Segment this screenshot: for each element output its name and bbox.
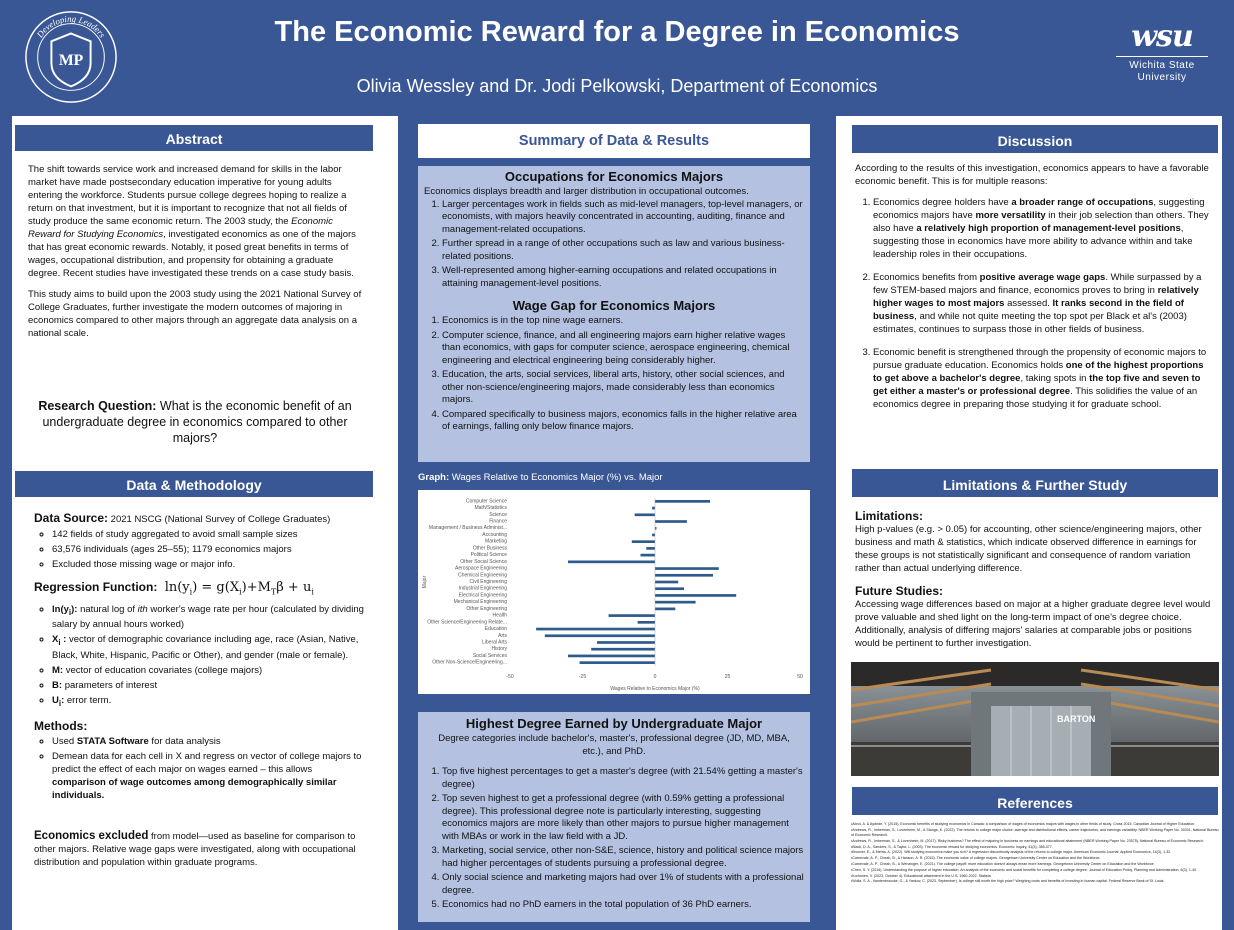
deg-item-1: 2. Top seven highest to get a professional degree (with 0.59% getting a professional degree). This professional degree note is particularly interesting, suggesting economics majors are more likely than other majors to pursue higher management with MBAs or work in the law field with a JD. — [442, 793, 804, 843]
svg-text:Developing Leaders: Developing Leaders — [34, 13, 108, 40]
poster-title: The Economic Reward for a Degree in Economics — [274, 16, 960, 48]
bar-1 — [652, 507, 655, 510]
discussion-item-1: 2. Economics benefits from positive average wage gaps. While surpassed by a few STEM-based majors and finance, economics proves to bring in relatively higher wages to most majors assessed. It ranks second in the field of business, and while not quite meeting the top spot per Black et al's (2003) estimates, continues to surpass those in other fields of business. — [873, 271, 1211, 336]
bar-0 — [655, 500, 710, 503]
category-label: Other Business — [472, 545, 507, 552]
var-item-1: ◦ $X_i$ : vector of demographic covariance including age, race (Asian, Native, Black, White, Hispanic, Pacific or Other), and gender (male or female). — [52, 633, 368, 662]
discussion-intro: According to the results of this investigation, economics appears to have a favorable economic benefit. This is for multiple reasons: — [855, 163, 1209, 187]
category-label: Liberal Arts — [481, 639, 507, 646]
y-axis-label: Major — [422, 575, 428, 589]
occ-item-2: 3. Well-represented among higher-earning occupations and related occupations in attaining management-level positions. — [442, 265, 804, 290]
category-label: Science — [489, 511, 507, 518]
reference-item: •Korhonen, V. (2023, October 4). Educational attainment in the U.S. 1960-2022. Statista. — [851, 873, 992, 878]
x-tick-label: 25 — [724, 674, 731, 680]
economics-excluded-note: Economics excluded from model—used as baseline for comparison to other majors. Relative wage gaps were investigated, along with occupational distribution and population within graduate programs. — [34, 830, 356, 868]
category-label: Civil Engineering — [469, 579, 507, 586]
abstract-heading: Abstract — [14, 124, 374, 152]
x-axis-label: Wages Relative to Economics Major (%) — [610, 686, 700, 692]
bar-19 — [536, 628, 655, 631]
bar-23 — [568, 655, 655, 658]
source-item-0: ◦ 142 fields of study aggregated to avoid small sample sizes — [52, 528, 368, 541]
wage-item-2: 3. Education, the arts, social services, liberal arts, history, other social sciences, and other non-science/engineering majors, made considerably less than economics majors. — [442, 369, 804, 407]
deg-item-4: 5. Economics had no PhD earners in the total population of 36 PhD earners. — [442, 899, 804, 912]
wage-item-1: 2. Computer science, finance, and all engineering majors earn higher relative wages than economics, with gaps for computer science, aerospace engineering, chemical engineering and electrical engineering being considerably higher. — [442, 330, 804, 368]
highest-degree-title: Highest Degree Earned by Undergraduate Major — [465, 716, 763, 731]
bar-20 — [545, 634, 655, 637]
discussion-item-0: 1. Economics degree holders have a broader range of occupations, suggesting economics majors have more versatility in their job selection than others. They also have a relatively high proportion of management-level positions, suggesting those in economics have more ability to advance within and take leadership roles in their occupations. — [873, 196, 1211, 261]
bar-2 — [635, 513, 655, 516]
category-label: Marketing — [485, 538, 507, 545]
category-label: Chemical Engineering — [458, 572, 507, 579]
bar-6 — [632, 540, 655, 543]
category-label: Accounting — [482, 531, 507, 538]
bar-8 — [641, 554, 656, 557]
category-label: Math/Statistics — [474, 505, 507, 512]
var-item-0: ◦ $\ln(y_i)$: natural log of ith worker's wage rate per hour (calculated by dividing salary by annual hours worked) — [52, 603, 368, 632]
references-heading: References — [851, 786, 1219, 816]
reference-item: •Carnevale, A. P., Cheah, B., & Hanson, A. R. (2015). The economic value of college majors. Georgetown University Center on Education and the Workforce. — [851, 856, 1101, 861]
source-item-1: ◦ 63,576 individuals (ages 25–55); 1179 economics majors — [52, 543, 368, 556]
reference-item: •Carnevale, A. P., Cheah, B., & Wenzinger, E. (2021). The college payoff: more education doesn't always mean more earnings. Georgetown University Center on Education and the Workforce. — [851, 861, 1155, 866]
occupations-wage-box — [418, 166, 810, 462]
summary-heading: Summary of Data & Results — [418, 124, 810, 158]
category-label: Electrical Engineering — [458, 592, 507, 599]
category-label: Social Services — [472, 652, 507, 659]
variable-list — [34, 603, 368, 711]
category-label: Arts — [498, 632, 507, 639]
discussion-list — [855, 196, 1211, 411]
abstract-body — [28, 163, 362, 348]
x-tick-label: -50 — [506, 674, 514, 680]
research-question: Research Question: What is the economic benefit of an undergraduate degree in economics compared to other majors? — [38, 399, 352, 445]
source-item-2: ◦ Excluded those missing wage or major info. — [52, 558, 368, 571]
bar-18 — [638, 621, 655, 624]
category-label: Other Science/Engineering Relate... — [427, 619, 507, 626]
category-label: Management / Business Administ... — [428, 525, 507, 532]
bar-17 — [609, 614, 655, 617]
reference-item: •Chen, S. Y. (2016). Understanding the purpose of higher education: An analysis of the economic and social benefits for completing a college degree. Journal of Education Policy, Planning and Administration, 6(3), 1-40. — [851, 867, 1198, 872]
occ-item-0: 1. Larger percentages work in fields such as mid-level managers, top-level managers, or economists, with majors heavily concentrated in accounting, auditing, finance and management-related occupations. — [442, 199, 804, 237]
wage-item-0: 1. Economics is in the top nine wage earners. — [442, 315, 804, 328]
category-label: Other Non-Science/Engineering... — [432, 659, 507, 666]
discussion-body — [855, 162, 1211, 413]
methodology-heading: Data & Methodology — [14, 470, 374, 498]
category-label: Computer Science — [465, 498, 507, 505]
x-tick-label: -25 — [578, 674, 587, 680]
wage-gap-title: Wage Gap for Economics Majors — [512, 298, 716, 313]
methods-item-0: ◦ Used STATA Software for data analysis — [52, 735, 368, 748]
var-item-3: ◦ B: parameters of interest — [52, 679, 368, 692]
poster-authors: Olivia Wessley and Dr. Jodi Pelkowski, Department of Economics — [356, 76, 878, 96]
bar-15 — [655, 601, 696, 604]
wsu-university-line2: University — [1137, 72, 1187, 83]
bar-14 — [655, 594, 736, 597]
left-edge-strip — [0, 116, 12, 930]
category-label: Finance — [489, 518, 507, 525]
category-label: Other Social Science — [460, 558, 507, 565]
reference-item: •Wolla, S. A., Vandenbroucke, G., & Yankov, C. (2023, September). Is college still worth the high price? Weighing costs and benefits of investing in human capital. Federal Reserve Bank of St. Louis. — [851, 879, 1165, 884]
methodology-body — [34, 512, 368, 804]
reference-item: •Black, D. A., Sanders, S., & Taylor, L. (2003). The economic reward for studying economics. Economic Inquiry, 41(3), 365-377. — [851, 844, 1053, 849]
methods-list — [34, 735, 368, 802]
poster-header — [0, 0, 1234, 116]
abstract-paragraph-1: The shift towards service work and increased demand for skills in the labor market have made postsecondary education imperative for young adults entering the workforce. Students pursue college degrees hoping to realize a return on that investment, but it is important to recognize that not all fields of study produce the same economic return. The 2003 study, the Economic Reward for Studying Economics, investigated economics as one of the majors that has great economic rewards. Notably, it posed great benefits in terms of wages, occupational distribution, and propensity for obtaining a graduate degree. Recent studies have investigated these trends on a case study basis. — [28, 164, 356, 279]
category-label: Mechanical Engineering — [453, 599, 507, 606]
discussion-heading: Discussion — [851, 124, 1219, 154]
building-photo — [851, 662, 1219, 776]
occupations-intro: Economics displays breadth and larger distribution in occupational outcomes. — [424, 186, 749, 197]
graph-caption: Graph: Wages Relative to Economics Major (%) vs. Major — [418, 472, 663, 483]
occupations-title: Occupations for Economics Majors — [504, 169, 724, 184]
bar-22 — [591, 648, 655, 651]
bar-10 — [655, 567, 719, 570]
wsu-logo — [1102, 20, 1222, 100]
svg-text:BARTON: BARTON — [1057, 714, 1096, 724]
limitations-heading: Limitations & Further Study — [851, 468, 1219, 498]
category-label: Health — [492, 612, 507, 619]
category-label: Industrial Engineering — [458, 585, 507, 592]
reference-item: •Andrews, R., Imberman, S., & Lovenheim, M. (2017). Risky business? The effect of majoring in business on earnings and educational attainment (NBER Working Paper No. 23575). National Bureau of Economic Research. — [851, 838, 1204, 843]
category-label: History — [491, 646, 507, 653]
degree-list — [424, 766, 804, 912]
wage-chart — [418, 490, 810, 694]
svg-text:MP: MP — [58, 51, 84, 69]
x-tick-label: 50 — [797, 674, 803, 680]
limitations-text: High p-values (e.g. > 0.05) for accounting, other science/engineering majors, other business and math & statistics, which indicate observed difference in earnings for these groups is not statistically significant and consequence of random variation rather than actual underlying difference. — [855, 524, 1202, 574]
wsu-university-line1: Wichita State — [1129, 60, 1195, 71]
wage-item-3: 4. Compared specifically to business majors, economics falls in the higher relative area of earnings, falling only below finance majors. — [442, 409, 804, 434]
references-list — [851, 822, 1219, 885]
highest-degree-intro: Degree categories include bachelor's, master's, professional degree (JD, MD, MBA, etc.), and PhD. — [438, 733, 790, 757]
methods-item-1: ◦ Demean data for each cell in X and regress on vector of college majors to predict the effect of each major on wages earned – this allows comparison of wage outcomes among demographically similar individuals. — [52, 750, 368, 802]
wsu-wordmark: wsu — [1131, 19, 1193, 54]
reference-item: •Andrews, R., Imberman, S., Lovenheim, M., & Stange, K. (2022). The returns to college major choice: average and distributional effects, career trajectories, and earnings variability. NBER Working Paper No. 30331, National Bureau of Economic Research. — [851, 827, 1219, 837]
deg-item-0: 1. Top five highest percentages to get a master's degree (with 21.54% getting a master's degree) — [442, 766, 804, 791]
limitations-body — [855, 510, 1211, 650]
bar-9 — [568, 560, 655, 563]
reference-item: •Abrol, A. & Aydede, Y. (2015). Economic benefits of studying economics in Canada: a comparison of wages of economics majors with wages in other fields of study. Cross 2015. Canadian Journal of Higher Education. — [851, 822, 1196, 826]
future-studies-text: Accessing wage differences based on major at a higher graduate degree level would prove valuable and shed light on the long-term impact of one's degree choice. Additionally, analysis of differing majors' salaries at comparable jobs or positions would be pertinent to further investigation. — [855, 599, 1211, 649]
occupations-body — [418, 186, 810, 290]
highest-degree-body — [418, 766, 810, 912]
wage-chart-svg — [418, 490, 810, 694]
discussion-item-2: 3. Economic benefit is strengthened through the propensity of economic majors to pursue graduate education. Economics holds one of the highest proportions to get above a bachelor's degree, taking spots in the top five and seven to get either a master's or professional degree. This solidifies the value of an economics degree in preparing those studying it for graduate school. — [873, 346, 1211, 411]
category-label: Other Engineering — [466, 605, 507, 612]
methods-label: Methods: — [34, 719, 88, 734]
bar-3 — [655, 520, 687, 523]
wage-gap-list — [424, 315, 804, 434]
bar-21 — [597, 641, 655, 644]
bar-16 — [655, 608, 675, 611]
abstract-paragraph-2: This study aims to build upon the 2003 study using the 2021 National Survey of College Graduates, further investigate the modern outcomes of majoring in economics compared to other majors through an aggregate data analysis on a national scale. — [28, 289, 362, 339]
deg-item-3: 4. Only social science and marketing majors had over 1% of students with a professional degree. — [442, 872, 804, 897]
bar-7 — [646, 547, 655, 550]
regression-function-line: Regression Function: $\ln(y_i) = g(X_i)+M_T\beta + u_i$ — [34, 580, 314, 597]
limitations-label: Limitations: — [855, 509, 923, 523]
category-label: Political Science — [470, 552, 507, 559]
bar-13 — [655, 587, 684, 590]
data-source-list — [34, 528, 368, 571]
data-source-line: Data Source: 2021 NSCG (National Survey of College Graduates) — [34, 511, 331, 525]
highest-degree-box — [418, 712, 810, 922]
regression-formula: $\ln(y_i) = g(X_i)+M_T\beta + u_i$ — [164, 580, 314, 597]
right-edge-strip — [1222, 116, 1234, 930]
future-studies-label: Future Studies: — [855, 584, 944, 598]
bar-5 — [652, 534, 655, 537]
var-item-4: ◦ $U_i$: error term. — [52, 694, 368, 710]
bar-24 — [580, 661, 655, 664]
category-label: Education — [484, 626, 507, 633]
category-label: Aerospace Engineering — [455, 565, 507, 572]
bar-12 — [655, 581, 678, 584]
bar-11 — [655, 574, 713, 577]
occ-item-1: 2. Further spread in a range of other occupations such as law and various business-related positions. — [442, 238, 804, 263]
occupations-list — [424, 199, 804, 291]
x-tick-label: 0 — [653, 674, 657, 680]
wage-gap-body — [418, 315, 810, 434]
reference-item: •Brunner, E., & Mehta, A. (2022). Will studying economics make you rich? A regression discontinuity analysis of the returns to college major. American Economic Journal: Applied Economics, 14(3), 1-32. — [851, 850, 1172, 855]
var-item-2: ◦ M: vector of education covariates (college majors) — [52, 664, 368, 677]
deg-item-2: 3. Marketing, social service, other non-S&E, science, history and political science majors had higher percentages of students pursuing a professional degree. — [442, 845, 804, 870]
